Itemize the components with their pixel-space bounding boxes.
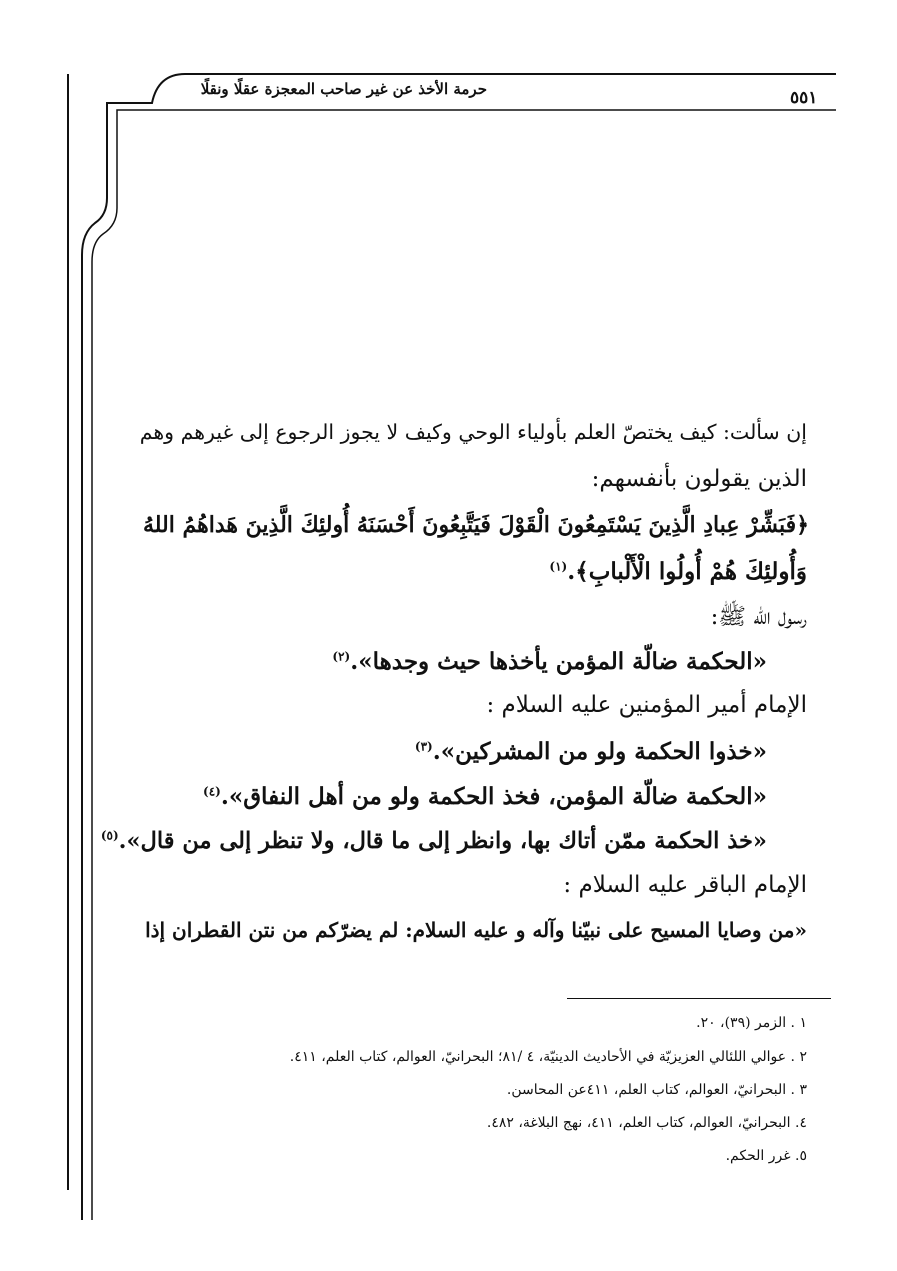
quote-5: «من وصايا المسيح على نبيّنا وآله و عليه السلام: لم يضرّكم من نتن القطران إذا [145, 918, 807, 942]
quote-3 [203, 783, 767, 810]
footnote-ref-4: (٤) [203, 784, 221, 799]
quote-text: «الحكمة ضالّة المؤمن، فخذ الحكمة ولو من أهل النفاق». [220, 783, 767, 810]
quote-1 [332, 648, 767, 675]
quote-text: «خذوا الحكمة ولو من المشركين». [432, 738, 767, 765]
footnote-separator [567, 998, 831, 999]
verse-text: وَأُولئِكَ هُمْ أُولُوا الْأَلْبابِ﴾. [567, 558, 807, 585]
speaker-prophet: رسول الله ﷺ: [710, 604, 807, 630]
verse-line-1: ﴿فَبَشِّرْ عِبادِ الَّذِينَ يَسْتَمِعُونَ الْقَوْلَ فَيَتَّبِعُونَ أَحْسَنَهُ أُولئِكَ الَّذِينَ هَداهُمُ اللهُ [142, 512, 809, 538]
footnote-3: ٣ . البحرانيّ، العوالم، كتاب العلم، ٤١١عن المحاسن. [506, 1082, 807, 1098]
page-number: ٥٥١ [790, 88, 818, 108]
verse-line-2 [549, 558, 807, 585]
footnote-4: ٤. البحرانيّ، العوالم، كتاب العلم، ٤١١، نهج البلاغة، ٤٨٢. [486, 1115, 807, 1131]
footnote-ref-2: (٢) [332, 649, 351, 664]
quote-text: «خذ الحكمة ممّن أتاك بها، وانظر إلى ما قال، ولا تنظر إلى من قال». [118, 828, 767, 854]
footnote-5: ٥. غرر الحكم. [725, 1148, 807, 1164]
speaker-baqir: الإمام الباقر عليه السلام : [563, 872, 807, 898]
footnote-2: ٢ . عوالي اللئالي العزيزيّة في الأحاديث الدينيّة، ٤ /٨١؛ البحرانيّ، العوالم، كتاب العلم، ٤١١. [289, 1049, 807, 1065]
quote-text: «الحكمة ضالّة المؤمن يأخذها حيث وجدها». [350, 648, 767, 675]
footnote-1: ١ . الزمر (٣٩)، ٢٠. [696, 1015, 807, 1031]
quote-2 [415, 738, 767, 765]
footnote-ref-3: (٣) [414, 739, 433, 754]
footnote-ref-1: (١) [549, 559, 568, 574]
intro-line-1: إن سألت: كيف يختصّ العلم بأولياء الوحي وكيف لا يجوز الرجوع إلى غيرهم وهم [139, 420, 807, 444]
running-title: حرمة الأخذ عن غير صاحب المعجزة عقلًا ونقلًا [200, 80, 487, 98]
footnote-ref-5: (٥) [100, 828, 119, 843]
speaker-amir: الإمام أمير المؤمنين عليه السلام : [486, 692, 807, 718]
quote-4 [101, 828, 767, 854]
intro-line-2: الذين يقولون بأنفسهم: [591, 466, 807, 492]
